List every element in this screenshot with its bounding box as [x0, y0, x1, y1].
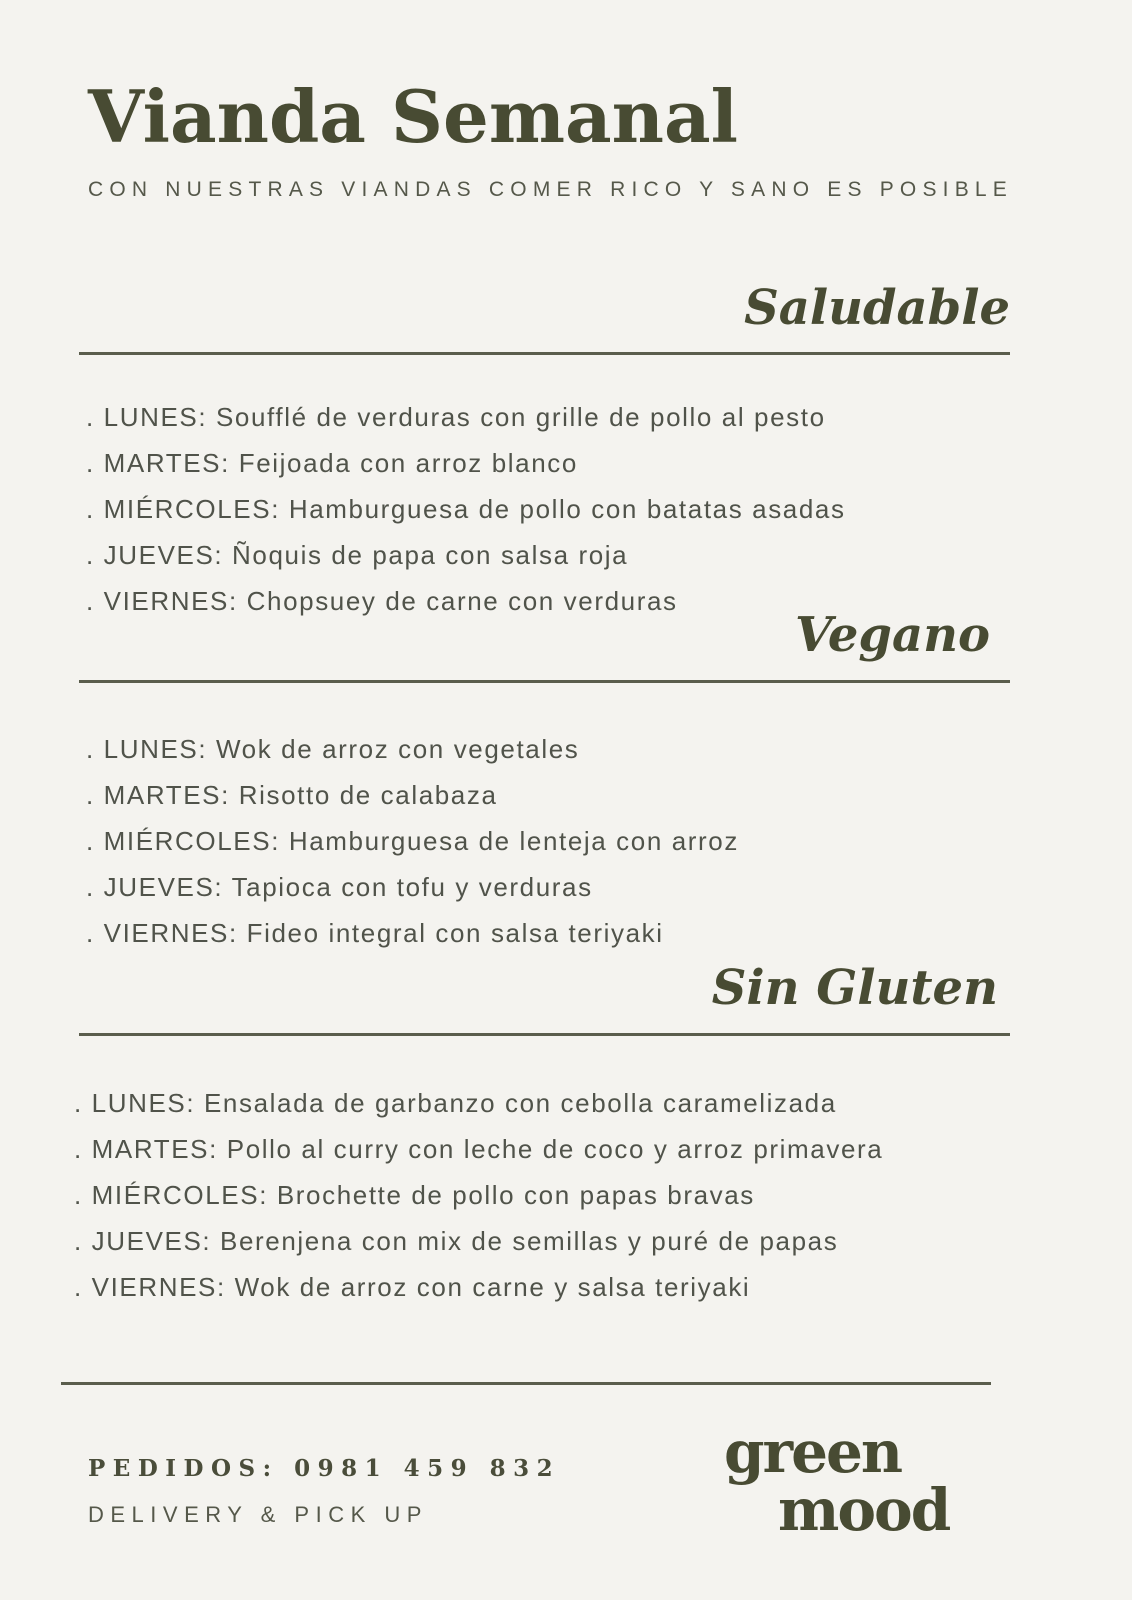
- logo-line-2: mood: [778, 1476, 950, 1540]
- list-item: . LUNES: Ensalada de garbanzo con cebolla caramelizada: [74, 1088, 837, 1118]
- orders-phone: PEDIDOS: 0981 459 832: [88, 1455, 561, 1482]
- delivery-info: DELIVERY & PICK UP: [88, 1502, 428, 1527]
- menu-list-saludable: [86, 394, 846, 624]
- list-item: . JUEVES: Berenjena con mix de semillas y puré de papas: [74, 1226, 839, 1256]
- list-item: . MIÉRCOLES: Hamburguesa de lenteja con arroz: [86, 826, 739, 856]
- list-item: . LUNES: Soufflé de verduras con grille de pollo al pesto: [86, 402, 826, 432]
- section-divider: [79, 1033, 1010, 1036]
- page-title: Vianda Semanal: [88, 74, 739, 159]
- green-mood-logo: [720, 1420, 970, 1540]
- menu-list-sin-gluten: [74, 1080, 883, 1310]
- list-item: . MIÉRCOLES: Brochette de pollo con papas bravas: [74, 1180, 755, 1210]
- logo-line-1: green: [724, 1420, 902, 1486]
- menu-list-vegano: [86, 726, 739, 956]
- page-subtitle: CON NUESTRAS VIANDAS COMER RICO Y SANO ES POSIBLE: [88, 178, 1014, 201]
- list-item: . MARTES: Risotto de calabaza: [86, 780, 498, 810]
- list-item: . VIERNES: Fideo integral con salsa teriyaki: [86, 918, 664, 948]
- section-title-saludable: Saludable: [744, 280, 1010, 336]
- footer-divider: [61, 1382, 991, 1385]
- list-item: . MARTES: Pollo al curry con leche de coco y arroz primavera: [74, 1134, 884, 1164]
- list-item: . VIERNES: Chopsuey de carne con verduras: [86, 586, 678, 616]
- list-item: . JUEVES: Tapioca con tofu y verduras: [86, 872, 593, 902]
- list-item: . MARTES: Feijoada con arroz blanco: [86, 448, 578, 478]
- section-divider: [79, 680, 1010, 683]
- section-title-vegano: Vegano: [795, 607, 990, 663]
- list-item: . VIERNES: Wok de arroz con carne y salsa teriyaki: [74, 1272, 751, 1302]
- section-divider: [79, 352, 1010, 355]
- section-title-sin-gluten: Sin Gluten: [711, 960, 998, 1016]
- list-item: . JUEVES: Ñoquis de papa con salsa roja: [86, 540, 629, 570]
- list-item: . MIÉRCOLES: Hamburguesa de pollo con batatas asadas: [86, 494, 846, 524]
- list-item: . LUNES: Wok de arroz con vegetales: [86, 734, 580, 764]
